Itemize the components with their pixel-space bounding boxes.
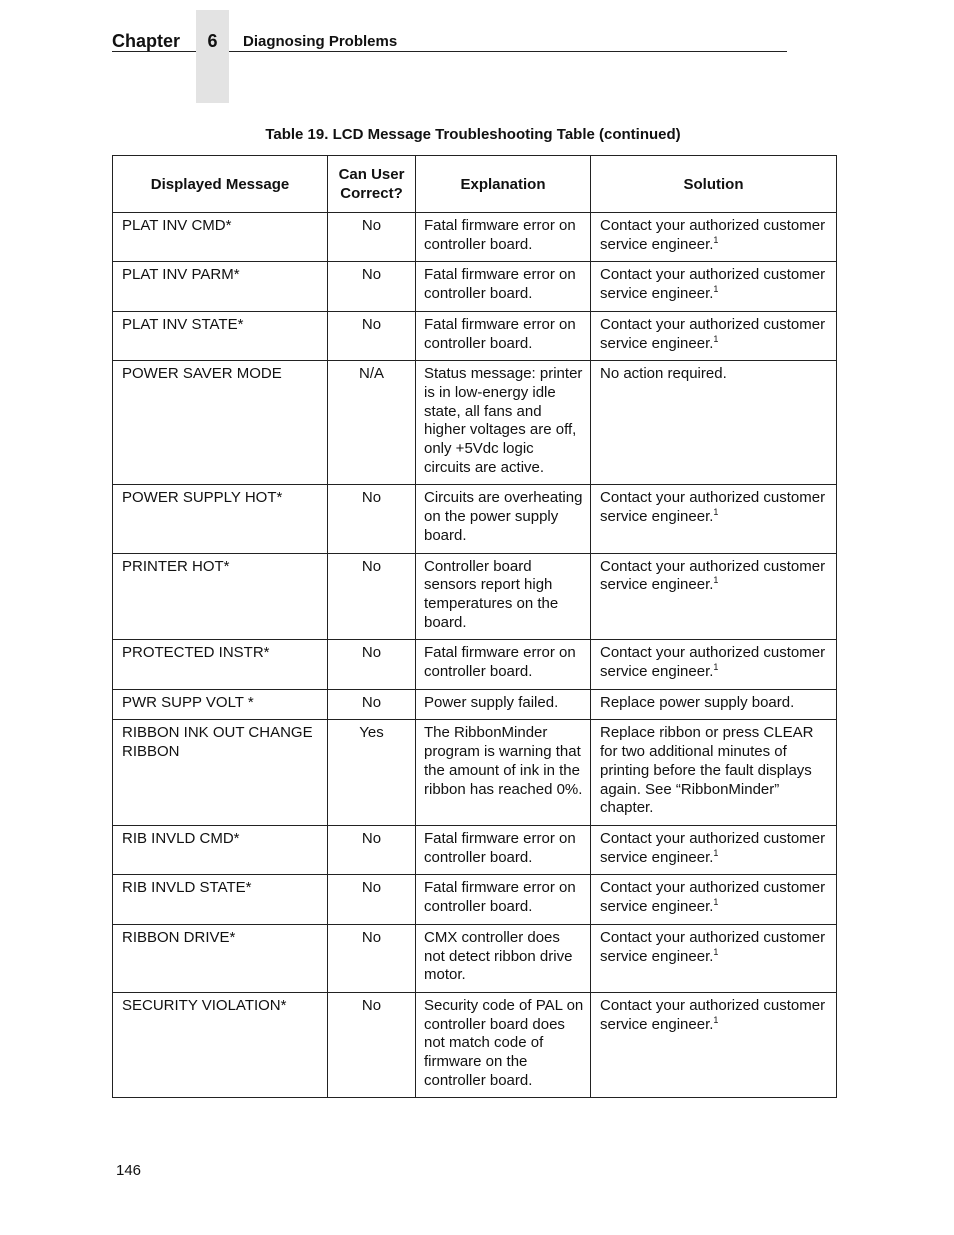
message-cell: PLAT INV STATE* [113,311,328,360]
table-body [113,213,837,1098]
message-cell: PRINTER HOT* [113,553,328,640]
explanation-cell: CMX controller does not detect ribbon drive motor. [416,924,591,992]
explanation-cell: Status message: printer is in low-energy idle state, all fans and higher voltages are off, only +5Vdc logic circuits are active. [416,361,591,485]
message-cell: PLAT INV CMD* [113,213,328,262]
explanation-cell: Fatal firmware error on controller board. [416,875,591,924]
footnote-marker: 1 [713,847,719,858]
explanation-cell: Power supply failed. [416,689,591,720]
can-correct-cell: No [328,825,416,874]
table-row [113,825,837,874]
table-row [113,992,837,1098]
can-correct-cell: Yes [328,720,416,826]
can-correct-cell: No [328,992,416,1098]
chapter-label: Chapter [112,31,181,51]
table-row [113,262,837,311]
table-row [113,875,837,924]
can-correct-cell: N/A [328,361,416,485]
explanation-cell: Fatal firmware error on controller board. [416,262,591,311]
table-row [113,640,837,689]
explanation-cell: Circuits are overheating on the power supply board. [416,485,591,553]
footnote-marker: 1 [713,284,719,295]
table-row [113,553,837,640]
troubleshooting-table [112,155,837,1098]
can-correct-cell: No [328,485,416,553]
table-row [113,720,837,826]
table-row [113,311,837,360]
table-header-row [113,156,837,213]
can-correct-cell: No [328,689,416,720]
footnote-marker: 1 [713,333,719,344]
solution-cell: Contact your authorized customer service engineer.$^1$ [591,992,837,1098]
footnote-marker: 1 [713,662,719,673]
message-cell: PROTECTED INSTR* [113,640,328,689]
solution-cell: Contact your authorized customer service engineer.$^1$ [591,485,837,553]
footnote-marker: 1 [713,575,719,586]
message-cell: POWER SAVER MODE [113,361,328,485]
footnote-marker: 1 [713,1014,719,1025]
solution-cell: No action required. [591,361,837,485]
solution-cell: Contact your authorized customer service engineer.$^1$ [591,311,837,360]
footnote-marker: 1 [713,946,719,957]
header-rule-left [112,51,196,52]
message-cell: POWER SUPPLY HOT* [113,485,328,553]
header-rule-right [229,51,787,52]
solution-cell: Contact your authorized customer service engineer.$^1$ [591,262,837,311]
column-header-can-correct: Can User Correct? [328,156,416,213]
table-row [113,689,837,720]
message-cell: PWR SUPP VOLT * [113,689,328,720]
footnote-marker: 1 [713,234,719,245]
solution-cell: Contact your authorized customer service engineer.$^1$ [591,553,837,640]
explanation-cell: Fatal firmware error on controller board. [416,825,591,874]
explanation-cell: The RibbonMinder program is warning that the amount of ink in the ribbon has reached 0%. [416,720,591,826]
can-correct-cell: No [328,640,416,689]
message-cell: PLAT INV PARM* [113,262,328,311]
explanation-cell: Security code of PAL on controller board does not match code of firmware on the controller board. [416,992,591,1098]
table-row [113,361,837,485]
table-row [113,213,837,262]
can-correct-cell: No [328,311,416,360]
message-cell: RIB INVLD CMD* [113,825,328,874]
column-header-solution: Solution [591,156,837,213]
message-cell: RIBBON DRIVE* [113,924,328,992]
solution-cell: Replace power supply board. [591,689,837,720]
explanation-cell: Fatal firmware error on controller board. [416,311,591,360]
can-correct-cell: No [328,553,416,640]
footnote-marker: 1 [713,507,719,518]
solution-cell: Contact your authorized customer service engineer.$^1$ [591,825,837,874]
can-correct-cell: No [328,262,416,311]
page-number: 146 [116,1162,142,1179]
explanation-cell: Fatal firmware error on controller board. [416,640,591,689]
message-cell: RIBBON INK OUT CHANGE RIBBON [113,720,328,826]
chapter-number: 6 [207,31,218,51]
can-correct-cell: No [328,875,416,924]
table-row [113,924,837,992]
footnote-marker: 1 [713,897,719,908]
solution-cell: Contact your authorized customer service engineer.$^1$ [591,640,837,689]
can-correct-cell: No [328,213,416,262]
explanation-cell: Fatal firmware error on controller board. [416,213,591,262]
solution-cell: Replace ribbon or press CLEAR for two additional minutes of printing before the fault displays again. See “RibbonMinder” chapter. [591,720,837,826]
section-title: Diagnosing Problems [243,33,398,50]
column-header-explanation: Explanation [416,156,591,213]
explanation-cell: Controller board sensors report high temperatures on the board. [416,553,591,640]
message-cell: RIB INVLD STATE* [113,875,328,924]
column-header-message: Displayed Message [113,156,328,213]
solution-cell: Contact your authorized customer service engineer.$^1$ [591,213,837,262]
table-row [113,485,837,553]
message-cell: SECURITY VIOLATION* [113,992,328,1098]
table-caption: Table 19. LCD Message Troubleshooting Table (continued) [265,126,681,143]
chapter-tab [196,10,229,103]
solution-cell: Contact your authorized customer service engineer.$^1$ [591,875,837,924]
solution-cell: Contact your authorized customer service engineer.$^1$ [591,924,837,992]
can-correct-cell: No [328,924,416,992]
